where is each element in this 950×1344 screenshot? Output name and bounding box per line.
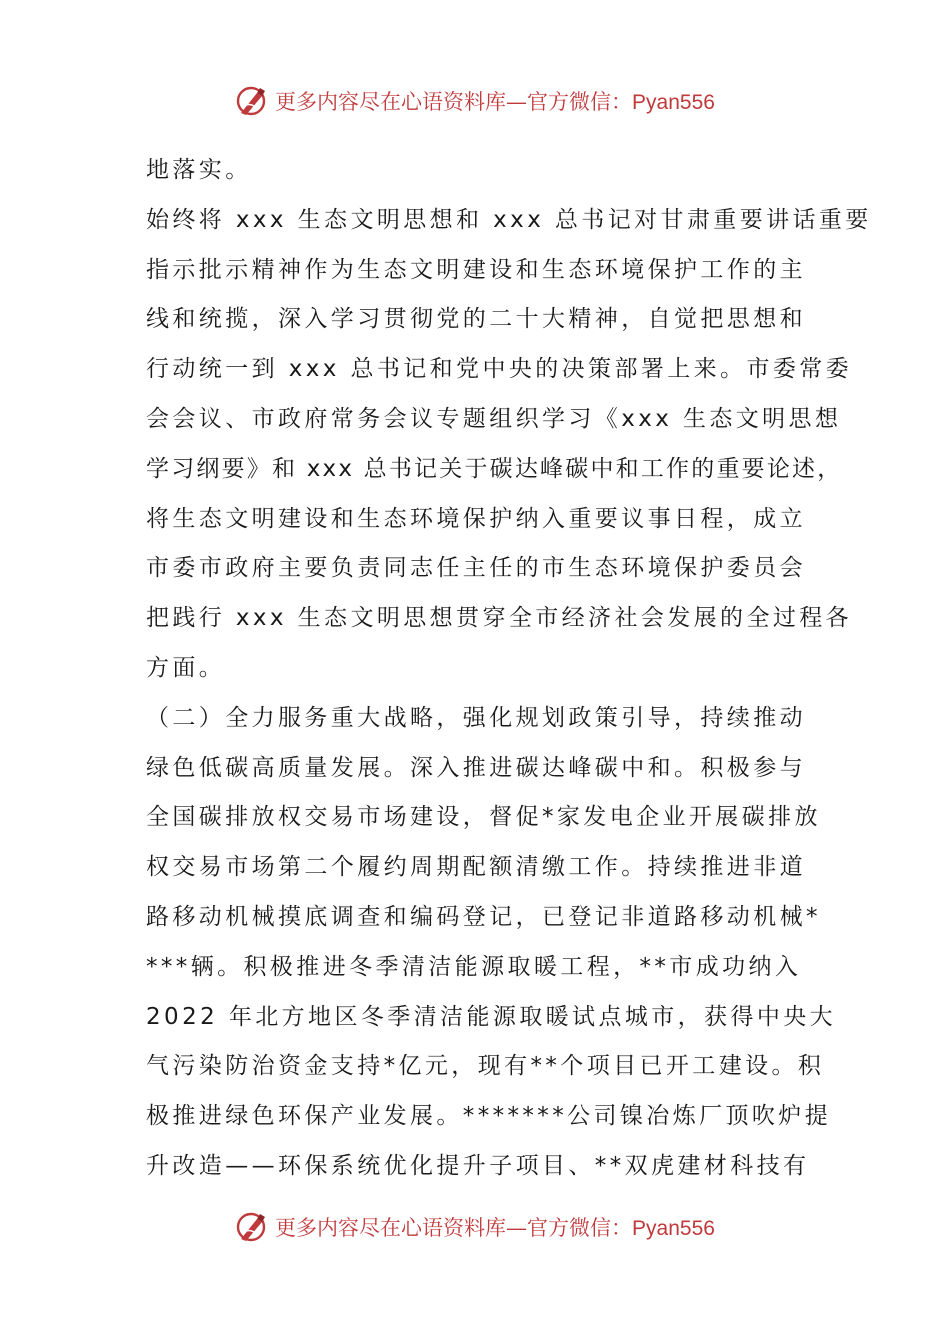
text-line: 行动统一到 xxx 总书记和党中央的决策部署上来。市委常委 (146, 356, 853, 383)
text-line: 绿色低碳高质量发展。深入推进碳达峰碳中和。积极参与 (146, 754, 806, 781)
text-line: 把践行 xxx 生态文明思想贯穿全市经济社会发展的全过程各 (146, 605, 853, 632)
footer-watermark (0, 1210, 950, 1244)
text-line: 将生态文明建设和生态环境保护纳入重要议事日程，成立 (146, 505, 806, 532)
text-line: 市委市政府主要负责同志任主任的市生态环境保护委员会 (146, 555, 806, 582)
text-line: 指示批示精神作为生态文明建设和生态环境保护工作的主 (146, 256, 806, 283)
text-line: 升改造——环保系统优化提升子项目、**双虎建材科技有 (146, 1152, 810, 1179)
text-line: 2022 年北方地区冬季清洁能源取暖试点城市，获得中央大 (146, 1003, 837, 1030)
pen-circle-icon (235, 1210, 269, 1244)
header-watermark (0, 84, 950, 118)
text-line: 方面。 (146, 654, 226, 681)
text-line: 地落实。 (146, 157, 252, 183)
watermark-text: 更多内容尽在心语资料库—官方微信：Pyan556 (275, 90, 715, 114)
text-line: 路移动机械摸底调查和编码登记，已登记非道路移动机械* (146, 903, 821, 930)
text-line: 极推进绿色环保产业发展。*******公司镍冶炼厂顶吹炉提 (146, 1103, 832, 1130)
text-line: 学习纲要》和 xxx 总书记关于碳达峰碳中和工作的重要论述， (146, 455, 843, 482)
watermark-text: 更多内容尽在心语资料库—官方微信：Pyan556 (275, 1216, 715, 1240)
document-body (146, 146, 872, 1192)
pen-circle-icon (235, 84, 269, 118)
text-line: 始终将 xxx 生态文明思想和 xxx 总书记对甘肃重要讲话重要 (146, 206, 872, 233)
text-line: 线和统揽，深入学习贯彻党的二十大精神，自觉把思想和 (146, 306, 806, 333)
text-line: 全国碳排放权交易市场建设，督促*家发电企业开展碳排放 (146, 804, 821, 831)
text-line: ***辆。积极推进冬季清洁能源取暖工程，**市成功纳入 (146, 953, 802, 980)
text-line: 气污染防治资金支持*亿元，现有**个项目已开工建设。积 (146, 1053, 825, 1080)
text-line: 权交易市场第二个履约周期配额清缴工作。持续推进非道 (146, 854, 806, 881)
text-line: 会会议、市政府常务会议专题组织学习《xxx 生态文明思想 (146, 405, 842, 432)
section-heading-line: （二）全力服务重大战略，强化规划政策引导，持续推动 (146, 704, 806, 731)
